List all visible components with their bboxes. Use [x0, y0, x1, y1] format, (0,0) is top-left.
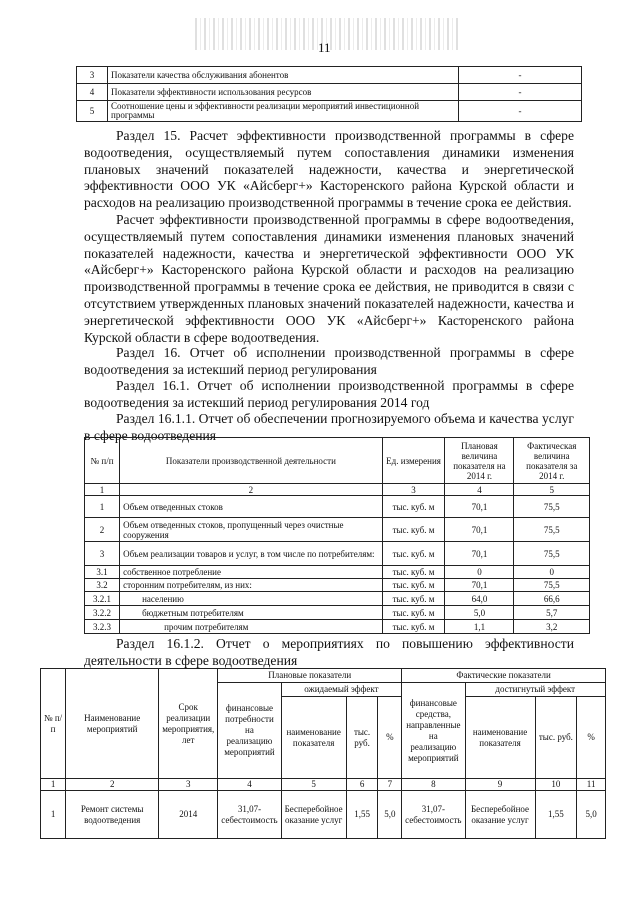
- colnum: 1: [41, 779, 66, 791]
- table-row: [85, 518, 590, 542]
- header-rub: тыс. руб.: [535, 697, 577, 779]
- cell-num: 3.1: [85, 566, 120, 579]
- cell-num: 3.2.3: [85, 620, 120, 634]
- cell-fact: 75,5: [514, 579, 590, 592]
- cell-plan: 70,1: [445, 496, 514, 518]
- table-row: [41, 791, 606, 839]
- cell-pct-fact: 5,0: [577, 791, 606, 839]
- cell-name: собственное потребление: [120, 566, 383, 579]
- colnum: 2: [66, 779, 159, 791]
- header-pct: %: [577, 697, 606, 779]
- table-row: [85, 620, 590, 634]
- cell-fact: 3,2: [514, 620, 590, 634]
- cell-name: прочим потребителям: [120, 620, 383, 634]
- colnum: 9: [465, 779, 535, 791]
- colnum: 11: [577, 779, 606, 791]
- table-16-1-2: [40, 668, 606, 839]
- cell-unit: тыс. куб. м: [382, 518, 445, 542]
- cell-num: 3: [85, 542, 120, 566]
- colnum: 6: [346, 779, 378, 791]
- header-fact: Фактическая величина показателя за 2014 г.: [514, 438, 590, 484]
- colnum: 4: [218, 779, 281, 791]
- header-name: Показатели производственной деятельности: [120, 438, 383, 484]
- cell-num: 3.2: [85, 579, 120, 592]
- cell-plan: 70,1: [445, 518, 514, 542]
- cell-fact: 66,6: [514, 592, 590, 606]
- table-row: [77, 101, 582, 122]
- header-num: № п/п: [41, 669, 66, 779]
- row-value: -: [459, 84, 582, 101]
- cell-ind-plan: Бесперебойное оказание услуг: [281, 791, 346, 839]
- row-value: -: [459, 67, 582, 84]
- table-header-row: [41, 669, 606, 683]
- header-plan: Плановая величина показателя на 2014 г.: [445, 438, 514, 484]
- row-name: Соотношение цены и эффективности реализации мероприятий инвестиционной программы: [108, 101, 459, 122]
- colnum: 8: [402, 779, 465, 791]
- cell-num: 1: [41, 791, 66, 839]
- header-fin-fact: финансовые средства, направленные на реализацию мероприятий: [402, 683, 465, 779]
- cell-name: Объем отведенных стоков, пропущенный через очистные сооружения: [120, 518, 383, 542]
- row-value: -: [459, 101, 582, 122]
- colnum: 5: [514, 484, 590, 496]
- table-row: [85, 542, 590, 566]
- header-ind-name: наименование показателя: [465, 697, 535, 779]
- section1611-heading: Раздел 16.1.1. Отчет об обеспечении прогнозируемого объема и качества услуг в сфере водоотведения: [84, 411, 574, 443]
- table-16-1-1: [84, 437, 590, 634]
- cell-unit: тыс. куб. м: [382, 542, 445, 566]
- cell-plan: 0: [445, 566, 514, 579]
- section161-heading: Раздел 16.1. Отчет об исполнении производственной программы в сфере водоотведения за истекший период регулирования 2014 год: [84, 378, 574, 410]
- cell-name: Ремонт системы водоотведения: [66, 791, 159, 839]
- cell-num: 3.2.2: [85, 606, 120, 620]
- table-row: [85, 496, 590, 518]
- cell-num: 3.2.1: [85, 592, 120, 606]
- header-unit: Ед. измерения: [382, 438, 445, 484]
- header-expected: ожидаемый эффект: [281, 683, 402, 697]
- cell-plan: 70,1: [445, 579, 514, 592]
- table-row: [85, 579, 590, 592]
- page-number: 11: [318, 40, 331, 55]
- section15-paragraph-1: Раздел 15. Расчет эффективности производственной программы в сфере водоотведения, осуществляемый путем сопоставления динамики изменения плановых значений показателей надежности, качества и энергетической эффективности ООО УК «Айсберг+» Касторенского района Курской области и расходов на реализацию производственной программы в течение срока ее действия.: [84, 128, 574, 211]
- header-achieved: достигнутый эффект: [465, 683, 605, 697]
- colnum: 5: [281, 779, 346, 791]
- header-rub: тыс. руб.: [346, 697, 378, 779]
- cell-unit: тыс. куб. м: [382, 579, 445, 592]
- colnum: 1: [85, 484, 120, 496]
- header-actual: Фактические показатели: [402, 669, 606, 683]
- cell-rub-fact: 1,55: [535, 791, 577, 839]
- cell-num: 1: [85, 496, 120, 518]
- header-pct: %: [378, 697, 402, 779]
- row-num: 5: [77, 101, 108, 122]
- cell-pct-plan: 5,0: [378, 791, 402, 839]
- row-name: Показатели качества обслуживания абонентов: [108, 67, 459, 84]
- table-header-row: [85, 438, 590, 484]
- cell-num: 2: [85, 518, 120, 542]
- colnum: 7: [378, 779, 402, 791]
- cell-unit: тыс. куб. м: [382, 592, 445, 606]
- table-row: [85, 566, 590, 579]
- row-num: 4: [77, 84, 108, 101]
- colnum: 2: [120, 484, 383, 496]
- colnum: 4: [445, 484, 514, 496]
- header-ind-name: наименование показателя: [281, 697, 346, 779]
- cell-fact: 75,5: [514, 518, 590, 542]
- table-row: [85, 592, 590, 606]
- table-colnum-row: [85, 484, 590, 496]
- cell-plan: 1,1: [445, 620, 514, 634]
- header-name: Наименование мероприятий: [66, 669, 159, 779]
- row-num: 3: [77, 67, 108, 84]
- section16-heading: Раздел 16. Отчет об исполнении производственной программы в сфере водоотведения за истекший период регулирования: [84, 345, 574, 377]
- cell-name: населению: [120, 592, 383, 606]
- header-fin-plan: финансовые потребности на реализацию мероприятий: [218, 683, 281, 779]
- header-term: Срок реализации мероприятия, лет: [159, 669, 218, 779]
- cell-unit: тыс. куб. м: [382, 496, 445, 518]
- table-row: [77, 84, 582, 101]
- cell-fin-plan: 31,07-себестоимость: [218, 791, 281, 839]
- header-planned: Плановые показатели: [218, 669, 402, 683]
- section15-paragraph-2: Расчет эффективности производственной программы в сфере водоотведения, осуществляемый путем сопоставления динамики изменения плановых значений показателей надежности, качества и энергетической эффективности ООО УК «Айсберг+» Касторенского района Курской области и расходов на реализацию производственной программы в течение срока ее действия, не приводится в связи с отсутствием утвержденных плановых значений показателей надежности, качества и энергетической эффективности ООО УК «Айсберг+» Касторенского района Курской области в сфере водоотведения.: [84, 212, 574, 345]
- cell-unit: тыс. куб. м: [382, 620, 445, 634]
- colnum: 3: [159, 779, 218, 791]
- table-row: [85, 606, 590, 620]
- row-name: Показатели эффективности использования ресурсов: [108, 84, 459, 101]
- cell-term: 2014: [159, 791, 218, 839]
- colnum: 10: [535, 779, 577, 791]
- cell-name: Объем реализации товаров и услуг, в том числе по потребителям:: [120, 542, 383, 566]
- cell-fin-fact: 31,07-себестоимость: [402, 791, 465, 839]
- cell-plan: 70,1: [445, 542, 514, 566]
- cell-name: бюджетным потребителям: [120, 606, 383, 620]
- cell-ind-fact: Бесперебойное оказание услуг: [465, 791, 535, 839]
- cell-fact: 75,5: [514, 542, 590, 566]
- cell-rub-plan: 1,55: [346, 791, 378, 839]
- cell-fact: 75,5: [514, 496, 590, 518]
- table-colnum-row: [41, 779, 606, 791]
- cell-name: Объем отведенных стоков: [120, 496, 383, 518]
- section1612-heading: Раздел 16.1.2. Отчет о мероприятиях по повышению эффективности деятельности в сфере водоотведения: [84, 636, 574, 668]
- cell-fact: 5,7: [514, 606, 590, 620]
- cell-unit: тыс. куб. м: [382, 606, 445, 620]
- cell-unit: тыс. куб. м: [382, 566, 445, 579]
- colnum: 3: [382, 484, 445, 496]
- cell-name: сторонним потребителям, из них:: [120, 579, 383, 592]
- header-num: № п/п: [85, 438, 120, 484]
- cell-plan: 64,0: [445, 592, 514, 606]
- table-row: [77, 67, 582, 84]
- cell-plan: 5,0: [445, 606, 514, 620]
- top-table: [76, 66, 582, 122]
- cell-fact: 0: [514, 566, 590, 579]
